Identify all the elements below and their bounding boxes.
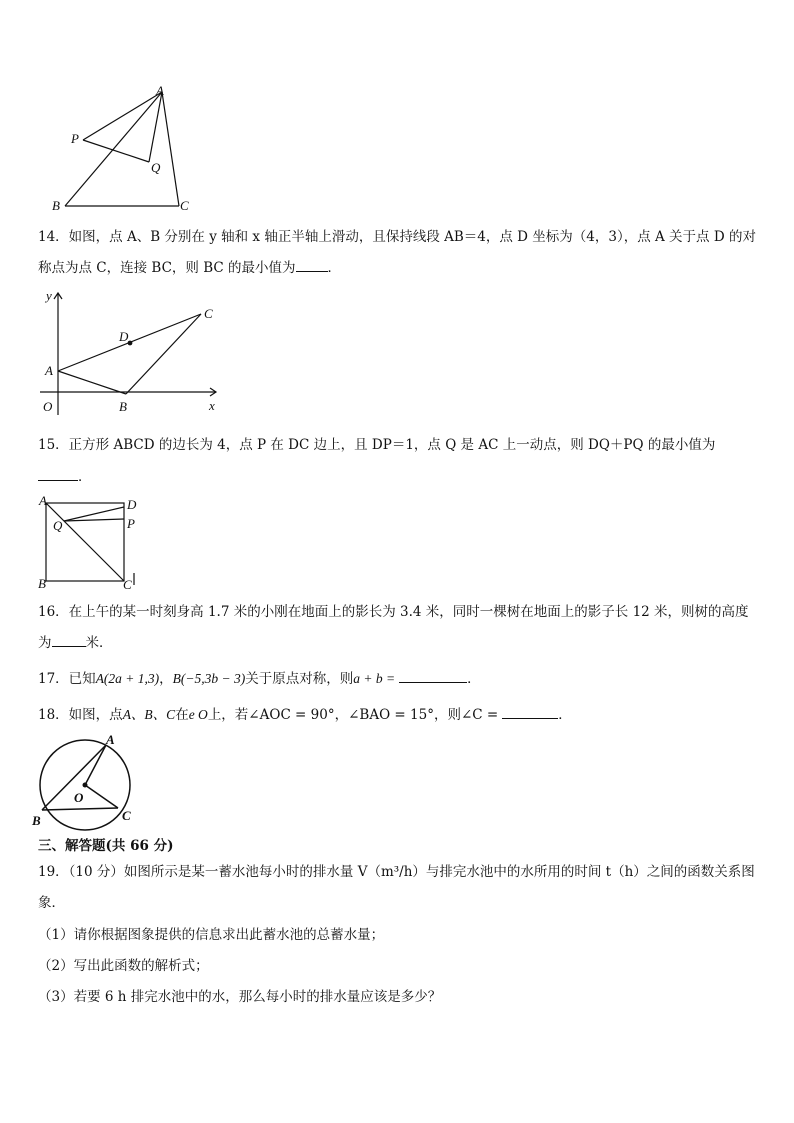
label-q: Q bbox=[53, 518, 63, 533]
diagonal-ac bbox=[46, 503, 124, 581]
label-c: C bbox=[180, 198, 189, 213]
segment-ap bbox=[83, 92, 162, 140]
figure-14-coordinate bbox=[38, 285, 228, 417]
question-17-prefix: 17．已知 bbox=[38, 671, 96, 687]
question-15-line-2 bbox=[38, 468, 92, 486]
question-14-end: ． bbox=[327, 260, 341, 276]
question-16-line-1: 16．在上午的某一时刻身高 1.7 米的小刚在地面上的影长为 3.4 米，同时一棵树在地面上的影子长 12 米，则树的高度 bbox=[38, 604, 749, 620]
segment-aq bbox=[149, 92, 162, 162]
label-a: A bbox=[45, 363, 53, 378]
label-a: A bbox=[156, 83, 164, 98]
question-19-sub-2: （2）写出此函数的解析式； bbox=[38, 958, 209, 974]
label-a: A bbox=[106, 732, 115, 747]
label-b: B bbox=[38, 576, 46, 591]
label-c: C bbox=[204, 306, 213, 321]
question-17-sep: ， bbox=[159, 671, 173, 687]
radius-oc bbox=[85, 785, 118, 808]
question-16-end: 米． bbox=[85, 635, 113, 651]
question-17-middle: 关于原点对称，则 bbox=[245, 671, 354, 687]
question-16-line-2 bbox=[38, 634, 113, 652]
answer-blank-16[interactable] bbox=[52, 634, 86, 647]
label-c: C bbox=[123, 577, 132, 592]
question-19-sub-1: （1）请你根据图象提供的信息求出此蓄水池的总蓄水量； bbox=[38, 927, 385, 943]
label-d: D bbox=[119, 329, 129, 344]
question-18-prefix: 18．如图，点 bbox=[38, 707, 123, 723]
question-18-on: 在 bbox=[175, 707, 189, 723]
segment-bc bbox=[126, 314, 201, 394]
question-18-points: A、B、C bbox=[122, 707, 176, 722]
label-b: B bbox=[32, 813, 41, 828]
question-19-line-1: 19．（10 分）如图所示是某一蓄水池每小时的排水量 V（m³/h）与排完水池中的水所用的时间 t（h）之间的函数关系图 bbox=[38, 864, 755, 880]
question-14-text: 称点为点 C，连接 BC，则 BC 的最小值为 bbox=[38, 260, 296, 276]
question-19-sub-3: （3）若要 6 h 排完水池中的水，那么每小时的排水量应该是多少？ bbox=[38, 989, 442, 1005]
question-16-text: 为 bbox=[38, 635, 52, 651]
label-o: O bbox=[43, 399, 53, 414]
label-o: O bbox=[74, 790, 84, 805]
label-x: x bbox=[209, 398, 215, 413]
question-18-condition: 上，若∠AOC = 90°，∠BAO = 15°，则∠C = bbox=[207, 707, 499, 723]
center-point bbox=[83, 783, 88, 788]
segment-ab bbox=[58, 371, 126, 394]
section-3-heading: 三、解答题(共 66 分) bbox=[38, 838, 174, 854]
segment-ac bbox=[162, 92, 179, 206]
chord-bc bbox=[42, 808, 118, 810]
figure-15-square bbox=[36, 493, 156, 593]
answer-blank-18[interactable] bbox=[502, 706, 558, 719]
label-a: A bbox=[39, 493, 47, 508]
point-b-expression: B(−5,3b − 3) bbox=[172, 671, 246, 686]
question-15-line-1: 15．正方形 ABCD 的边长为 4，点 P 在 DC 边上，且 DP＝1，点 Q 是 AC 上一动点，则 DQ＋PQ 的最小值为 bbox=[38, 437, 716, 453]
question-18 bbox=[38, 706, 572, 724]
question-18-end: ． bbox=[558, 707, 572, 723]
point-a-expression: A(2a + 1,3) bbox=[95, 671, 160, 686]
segment-pq bbox=[83, 140, 149, 162]
label-p: P bbox=[71, 131, 79, 146]
answer-blank-14[interactable] bbox=[296, 259, 328, 272]
question-17 bbox=[38, 670, 481, 688]
question-14-line-2 bbox=[38, 259, 341, 277]
figure-18-circle bbox=[30, 730, 140, 834]
question-19-line-2: 象． bbox=[38, 895, 65, 911]
label-b: B bbox=[119, 399, 127, 414]
question-15-end: ． bbox=[78, 469, 92, 485]
radius-oa bbox=[85, 745, 106, 785]
label-b: B bbox=[52, 198, 60, 213]
label-c: C bbox=[122, 808, 131, 823]
label-q: Q bbox=[151, 160, 161, 175]
question-14-line-1: 14．如图，点 A、B 分别在 y 轴和 x 轴正半轴上滑动，且保持线段 AB＝4，点 D 坐标为（4，3），点 A 关于点 D 的对 bbox=[38, 229, 756, 245]
label-y: y bbox=[46, 288, 52, 303]
circle-o-symbol: e O bbox=[188, 707, 208, 722]
figure-13-triangle bbox=[45, 82, 205, 214]
label-d: D bbox=[127, 497, 137, 512]
answer-blank-15[interactable] bbox=[38, 468, 78, 481]
segment-ab bbox=[65, 92, 162, 206]
question-17-end: ． bbox=[467, 671, 481, 687]
label-p: P bbox=[127, 516, 135, 531]
answer-blank-17[interactable] bbox=[399, 670, 467, 683]
sum-expression: a + b = bbox=[353, 671, 396, 686]
